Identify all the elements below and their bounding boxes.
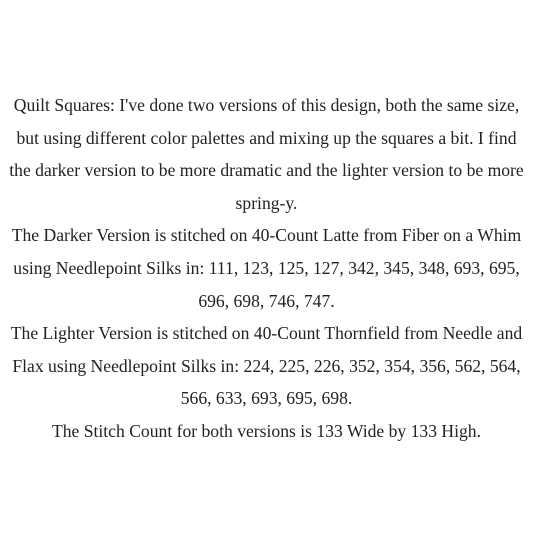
paragraph-lighter-version: The Lighter Version is stitched on 40-Count Thornfield from Needle and Flax using Needlepoint Silks in: 224, 225, 226, 352, 354, 356, 562, 564, 566, 633, 693, 695, 698. bbox=[10, 323, 523, 409]
paragraph-stitch-count: The Stitch Count for both versions is 133 Wide by 133 High. bbox=[51, 420, 481, 441]
paragraph-intro: Quilt Squares: I've done two versions of this design, both the same size, but using different color palettes and mixing up the squares a bit. I find the darker version to be more dramatic and the lighter version to be more spring-y. bbox=[9, 95, 524, 213]
paragraph-darker-version: The Darker Version is stitched on 40-Count Latte from Fiber on a Whim using Needlepoint Silks in: 111, 123, 125, 127, 342, 345, 348, 693, 695, 696, 698, 746, 747. bbox=[11, 225, 522, 311]
description-text-block bbox=[4, 89, 529, 448]
